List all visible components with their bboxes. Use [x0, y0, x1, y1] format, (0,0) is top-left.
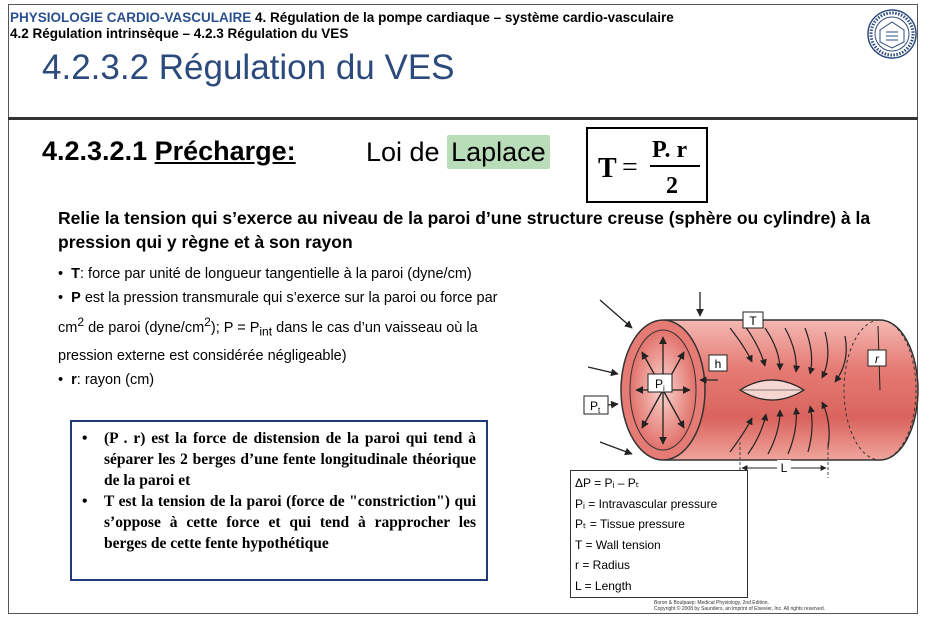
header-subsection: 4.2 Régulation intrinsèque – 4.2.3 Régulation du VES [10, 26, 349, 41]
diagram-legend [570, 470, 748, 598]
label-Pt-main: P [590, 399, 599, 413]
bullet-dot: • [82, 493, 88, 510]
box-item-1 [82, 428, 476, 491]
box-item-2-text: T est la tension de la paroi (force de "constriction") qui s’oppose à cette force et qui tend à rapprocher les berges de cette fente hypothétique [104, 493, 476, 552]
p-sup2: 2 [204, 315, 211, 329]
slide-title: 4.2.3.2 Régulation du VES [42, 48, 455, 87]
laplace-formula [586, 127, 708, 203]
bullet-r: • r: rayon (cm) [58, 371, 155, 388]
lead-text: Relie la tension qui s’exerce au niveau de la paroi d’une structure creuse (sphère ou cylindre) à la pression qui y règne et à son rayon [58, 208, 871, 252]
university-seal-icon [866, 8, 918, 60]
figure-credit [654, 600, 825, 612]
p-sub: int [259, 324, 273, 339]
definition-list [58, 262, 578, 392]
bullet-dot: • [82, 430, 88, 447]
formula-lhs: T [598, 153, 617, 184]
box-item-2 [82, 491, 476, 554]
slide-header [10, 10, 870, 42]
law-label [366, 137, 550, 168]
label-T: T [749, 314, 757, 328]
p-sup: 2 [77, 315, 85, 329]
formula-graphic [588, 129, 706, 201]
legend-pt: Pₜ = Tissue pressure [575, 517, 685, 531]
label-h: h [714, 357, 722, 371]
bullet-p-cont [58, 310, 578, 344]
legend-l: L = Length [575, 578, 632, 593]
r-symbol: r [71, 371, 77, 388]
section-name: Précharge: [154, 136, 296, 166]
title-divider [8, 117, 918, 120]
bullet-t: • T: force par unité de longueur tangentielle à la paroi (dyne/cm) [58, 266, 472, 282]
credit-line-2: Copyright © 2008 by Saunders, an imprint of Elsevier, Inc. All rights reserved. [654, 606, 825, 612]
header-line-1 [10, 10, 870, 26]
bullet-p-cont2: pression externe est considérée négligeable) [58, 347, 347, 364]
formula-denominator: 2 [666, 173, 678, 199]
p-symbol: P [71, 290, 81, 306]
box-item-1-text: (P . r) est la force de distension de la paroi qui tend à séparer les 2 berges d’une fente longitudinale théorique de la paroi et [104, 430, 476, 489]
legend-pi: Pᵢ = Intravascular pressure [575, 496, 718, 511]
label-Pt-sub: t [598, 406, 601, 415]
t-symbol: T [71, 266, 80, 282]
p-end: dans le cas d’un vaisseau où la [272, 319, 478, 336]
law-prefix: Loi de [366, 137, 440, 167]
r-text: : rayon (cm) [76, 371, 155, 388]
p-line1: est la pression transmurale qui s’exerce sur la paroi ou force par [80, 290, 498, 306]
chapter-name: 4. Régulation de la pompe cardiaque – système cardio-vasculaire [255, 10, 674, 25]
legend-t: T = Wall tension [575, 537, 661, 552]
formula-numerator: P. r [652, 137, 688, 163]
section-heading [42, 136, 296, 167]
label-L: L [780, 461, 788, 475]
credit-line-1: Boron & Boulpaep: Medical Physiology, 2nd Edition. [654, 600, 769, 606]
explanation-box [70, 420, 488, 581]
section-number: 4.2.3.2.1 [42, 136, 148, 166]
p-after: ); P = P [210, 319, 260, 336]
bullet-p: • P est la pression transmurale qui s’exerce sur la paroi ou force par [58, 290, 498, 306]
law-name-highlight: Laplace [447, 135, 550, 169]
legend-delta-p: ΔP = Pᵢ – Pₜ [575, 476, 640, 490]
legend-r: r = Radius [575, 558, 631, 572]
label-Pi-main: P [655, 377, 664, 391]
p-cm: cm [58, 319, 78, 336]
label-Pi-sub: i [663, 384, 665, 393]
formula-equals: = [622, 152, 638, 183]
course-name: PHYSIOLOGIE CARDIO-VASCULAIRE [10, 10, 252, 25]
label-r: r [875, 352, 879, 366]
t-text: : force par unité de longueur tangentielle à la paroi (dyne/cm) [80, 266, 472, 282]
p-mid: de paroi (dyne/cm [84, 319, 205, 336]
